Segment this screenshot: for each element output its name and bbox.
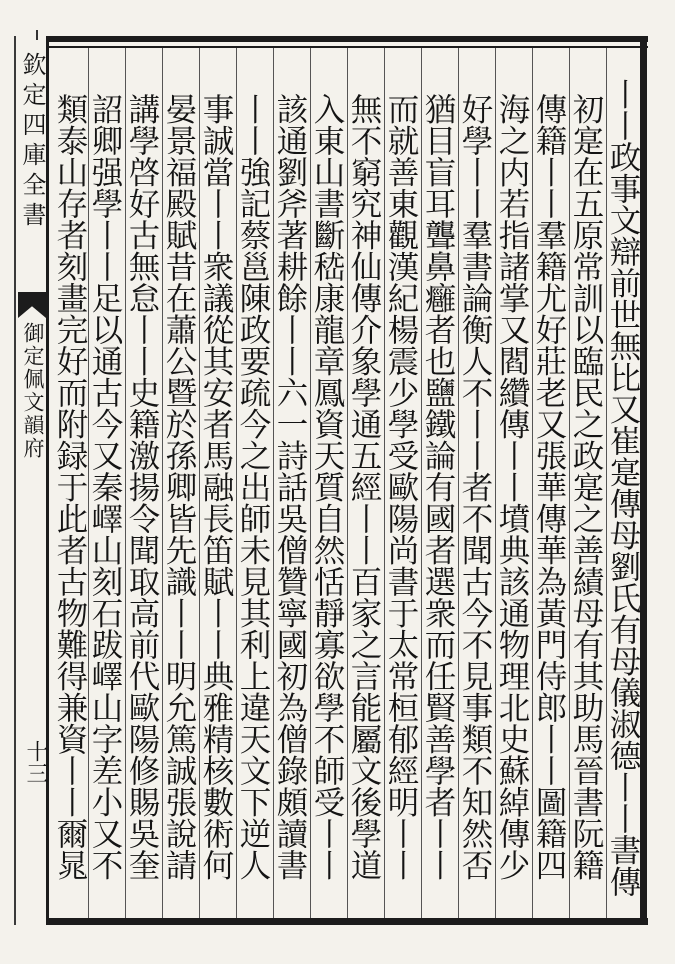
book-title: 欽定四庫全書 bbox=[18, 52, 46, 232]
text-column-2: 初寔在五原常訓以臨民之政寔之善績母有其助馬晉書阮籍 bbox=[568, 93, 604, 881]
text-column-15: 詔卿强學丨丨足以通古今又秦嶧山刻石跋嶧山字差小又不 bbox=[87, 93, 123, 881]
text-column-5: 好學丨丨羣書論衡人不丨丨者不聞古今不見事類不知然否 bbox=[457, 93, 493, 881]
text-column-8: 無不窮究神仙傳介象學通五經丨丨百家之言能屬文後學道 bbox=[346, 93, 382, 881]
text-column-12: 事誠當丨丨衆議從其安者馬融長笛賦丨丨典雅精核數術何 bbox=[198, 93, 234, 881]
text-column-16: 類泰山存者刻畫完好而附録于此者古物難得兼資丨丨爾晁 bbox=[52, 93, 88, 881]
text-column-14: 講學啓好古無怠丨丨史籍激揚令聞取高前代歐陽修賜吳奎 bbox=[124, 93, 160, 881]
text-column-6: 猶目盲耳聾鼻癰者也鹽鐵論有國者選衆而任賢善學者丨丨 bbox=[420, 93, 456, 881]
page-number: 十三 bbox=[23, 740, 48, 784]
text-column-9: 入東山書斷嵇康龍章鳳資天質自然恬靜寡欲學不師受丨丨 bbox=[309, 93, 345, 881]
frame-left-border bbox=[46, 36, 49, 925]
frame-top-border bbox=[48, 36, 648, 42]
fishtail-mark-icon bbox=[18, 292, 46, 318]
chapter-title: 御定佩文韻府 bbox=[21, 322, 45, 460]
text-column-13: 晏景福殿賦昔在蕭公暨於孫卿皆先識丨丨明允篤誠張說請 bbox=[161, 93, 197, 881]
frame-bottom-border bbox=[48, 918, 648, 925]
margin-rule bbox=[14, 36, 16, 925]
text-column-7: 而就善東觀漢紀楊震少學受歐陽尚書于太常桓郁經明丨丨 bbox=[383, 93, 419, 881]
text-column-10: 該通劉斧著耕餘丨丨六一詩話吳僧贊寧國初為僧錄頗讀書 bbox=[272, 93, 308, 881]
frame-top-inner-border bbox=[48, 46, 648, 48]
text-column-1: 丨丨政事文辯前世無比又崔寔傳母劉氏有母儀淑德丨丨書傳 bbox=[605, 77, 641, 897]
text-column-4: 海之内若指諸掌又閻纘傳丨丨墳典該通物理北史蘇綽傳少 bbox=[494, 93, 530, 881]
margin-tick-mark bbox=[36, 30, 38, 40]
text-column-11: 丨丨強記蔡邕陳政要疏今之出師未見其利上違天文下逆人 bbox=[235, 93, 271, 881]
text-column-3: 傳籍丨丨羣籍尤好莊老又張華傳華為黃門侍郎丨丨圖籍四 bbox=[531, 93, 567, 881]
